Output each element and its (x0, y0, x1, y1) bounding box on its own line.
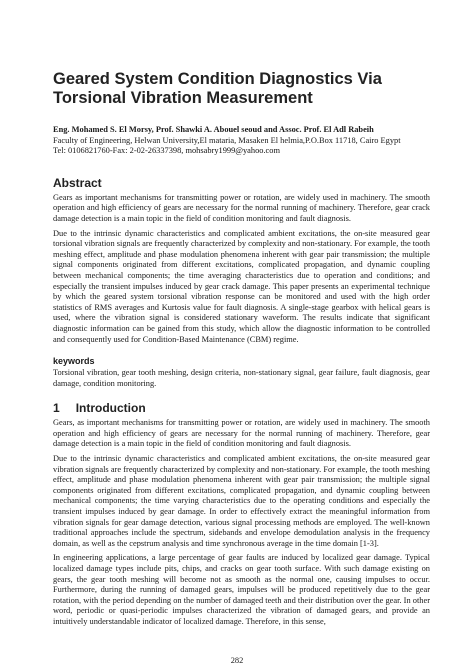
introduction-paragraph: Due to the intrinsic dynamic characteristics and complicated ambient excitations, the on-site measured gear vibration signals are frequently characterized by complexity and non-stationary. For example, the tooth meshing effect, amplitude and phase modulation phenomena inherent with gear pair transmission; the multiple signal components originated from different excitations, complicated propagation, and dynamic coupling between mechanical components; the time varying characteristics due to the operating conditions and especially the transient impulses induced by gear damage. In order to effectively extract the meaningful information from vibration signals for gear damage detection, various signal processing methods are employed. The well-known traditional approaches include the spectrum, sidebands and envelope demodulation analysis in the frequency domain, as well as the cepstrum analysis and time synchronous average in the time domain [1-3]. (53, 454, 430, 548)
keywords-text: Torsional vibration, gear tooth meshing, design criteria, non-stationary signal, gear failure, fault diagnosis, gear damage, condition monitoring. (53, 368, 430, 388)
abstract-heading: Abstract (53, 175, 102, 190)
contact-tel: Tel: 0106821760-Fax: 2-02-26337398, (53, 146, 184, 156)
contact-line (53, 146, 430, 157)
paper-title: Geared System Condition Diagnostics Via Torsional Vibration Measurement (53, 70, 382, 107)
introduction-paragraph: Gears, as important mechanisms for transmitting power or rotation, are widely used in machinery. The smooth operation and high efficiency of gears are necessary for the normal running of machinery. Therefore, gear damage detection is a main topic in the field of condition monitoring and fault diagnosis. (53, 418, 430, 449)
author-list: Eng. Mohamed S. El Morsy, Prof. Shawki A. Abouel seoud and Assoc. Prof. El Adl Rabeih (53, 125, 374, 134)
introduction-heading (53, 401, 430, 416)
abstract-paragraph: Gears as important mechanisms for transmitting power or rotation, are widely used in machinery. The smooth operation and high efficiency of gears are necessary for the normal running of machinery. Therefore, gear crack damage detection is a main topic in the field of condition monitoring and fault diagnosis. (53, 192, 430, 223)
keywords-heading: keywords (53, 356, 95, 367)
section-number: 1 (53, 401, 60, 416)
page-number: 282 (230, 656, 244, 665)
affiliation: Faculty of Engineering, Helwan University,El mataria, Masaken El helmia,P.O.Box 11718, Cairo Egypt (53, 135, 401, 145)
section-title: Introduction (75, 401, 146, 416)
abstract-paragraph: Due to the intrinsic dynamic characteristics and complicated ambient excitations, the on-site measured gear torsional vibration signals are frequently characterized by complexity and non-stationary. For example, the tooth meshing effect, amplitude and phase modulation phenomena inherent with gear pair transmission; the multiple signal components originated from different excitations, complicated propagation, and dynamic coupling between mechanical components; the time averaging characteristics due to operation and conditions; and especially the transient impulses induced by gear crack damage. This paper presents an experimental technique by which the geared system torsional vibration response can be monitored and used with the high order statistics of RMS averages and Kurtosis value for fault diagnosis. A single-stage gearbox with helical gears is used, where the vibration signal is considered stationary waveform. The results indicate that significant diagnostic information can be gained from this study, which allow the diagnostic information to be controlled and consequently used for Condition-Based Maintenance (CBM) regime. (53, 228, 430, 344)
contact-email[interactable]: mohsabry1999@yahoo.com (185, 146, 280, 156)
introduction-paragraph: In engineering applications, a large percentage of gear faults are induced by localized gear damage. Typical localized damage types include pits, chips, and cracks on gear tooth surface. With such damage existing on gears, the gear tooth meshing will become not as smooth as the normal one, causing impulses to occur. Furthermore, during the running of damaged gears, impulses will be produced repetitively due to the gear rotation, with the period depending on the number of damaged teeth and their distribution over the gear. In other word, periodic or quasi-periodic impulses characterized the vibration of damaged gears, and provide an intuitively understandable indicator of localized damage. Therefore, in this sense, (53, 553, 430, 626)
